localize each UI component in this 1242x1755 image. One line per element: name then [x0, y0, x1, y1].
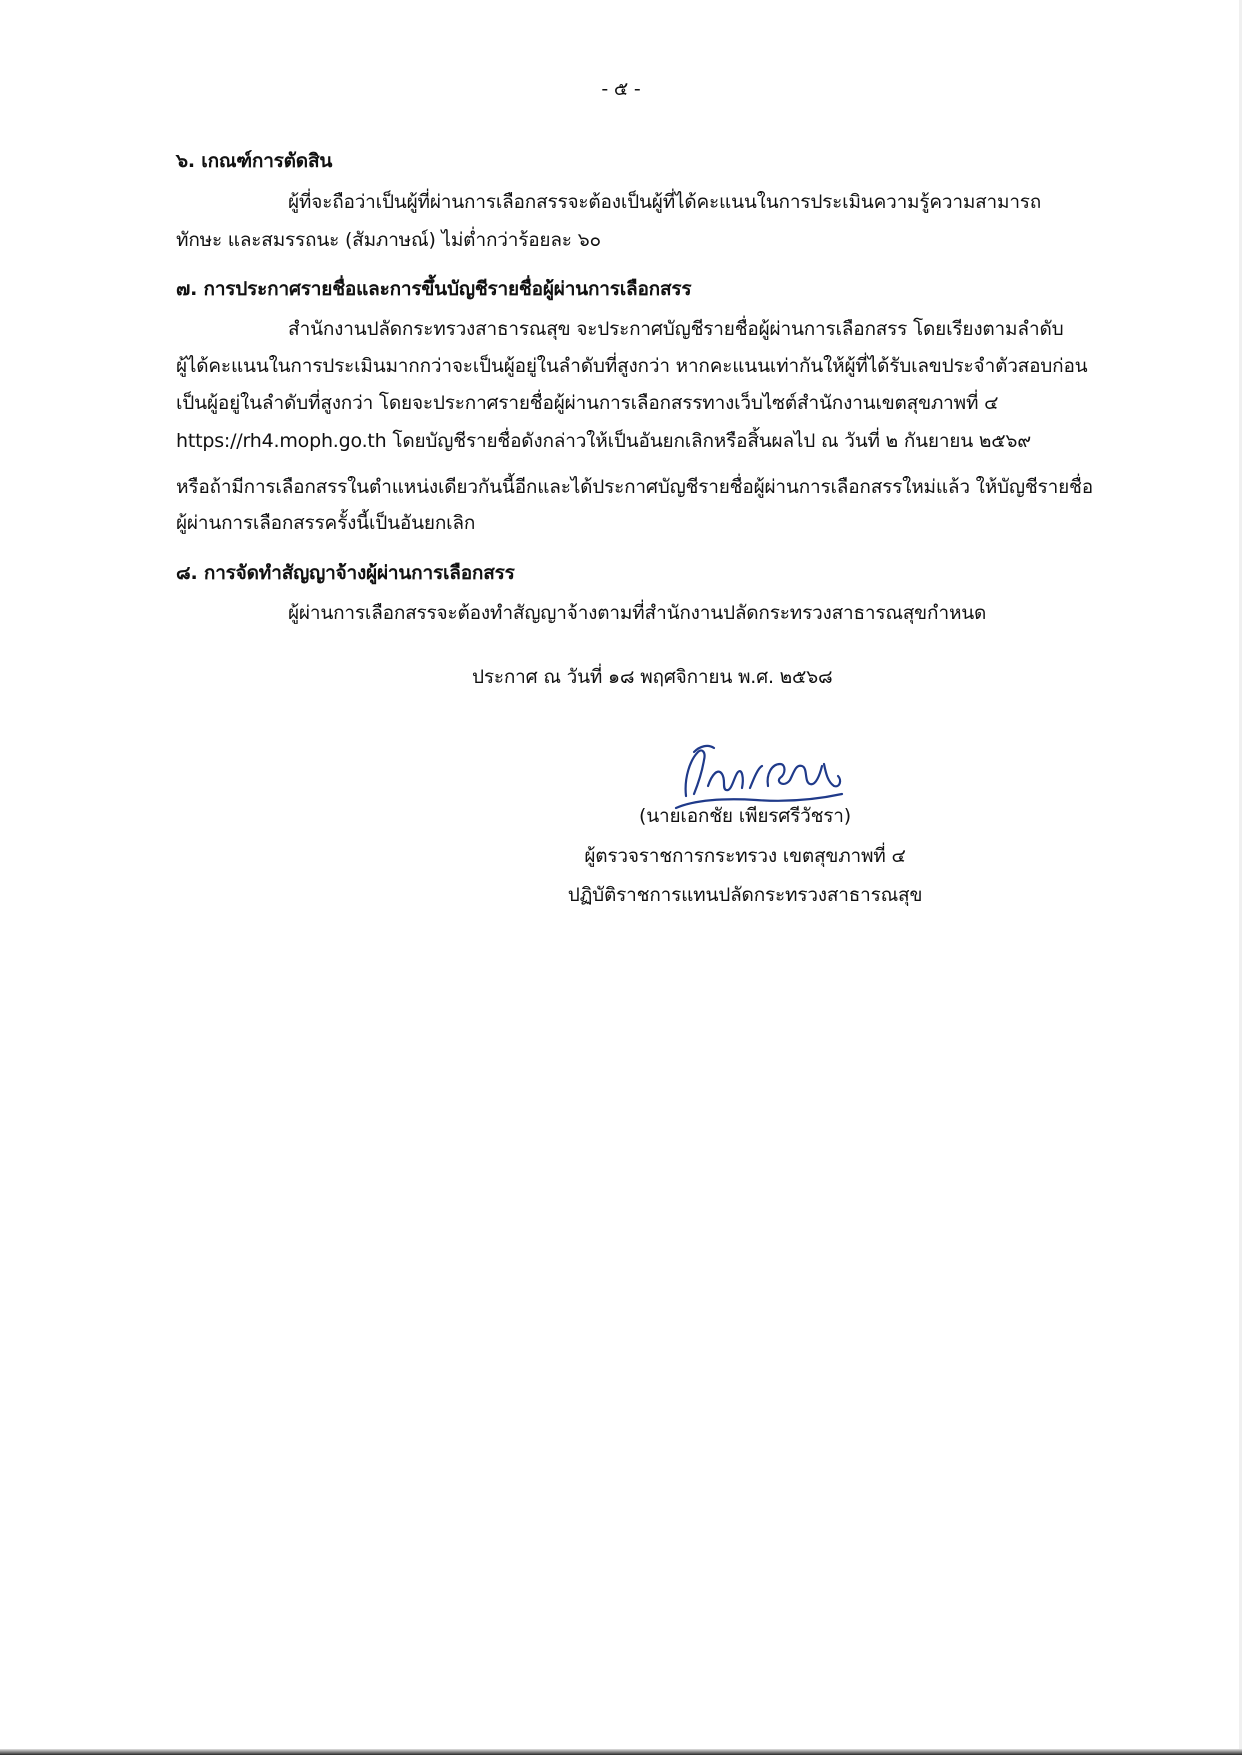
section-6-line-2: ทักษะ และสมรรถนะ (สัมภาษณ์) ไม่ต่ำกว่าร้อยละ ๖๐: [176, 229, 601, 251]
section-6-heading: ๖. เกณฑ์การตัดสิน: [176, 150, 333, 172]
section-7-heading: ๗. การประกาศรายชื่อและการขึ้นบัญชีรายชื่อผู้ผ่านการเลือกสรร: [176, 278, 692, 300]
section-7-line-3: เป็นผู้อยู่ในลำดับที่สูงกว่า โดยจะประกาศรายชื่อผู้ผ่านการเลือกสรรทางเว็บไซต์สำนักงานเขตสุขภาพที่ ๔: [176, 392, 999, 414]
signatory-name: (นายเอกชัย เพียรศรีวัชรา): [639, 805, 851, 827]
section-7-line-1: สำนักงานปลัดกระทรวงสาธารณสุข จะประกาศบัญชีรายชื่อผู้ผ่านการเลือกสรร โดยเรียงตามลำดับ: [288, 318, 1064, 340]
section-8-line-1: ผู้ผ่านการเลือกสรรจะต้องทำสัญญาจ้างตามที่สำนักงานปลัดกระทรวงสาธารณสุขกำหนด: [288, 602, 987, 624]
signatory-position: ผู้ตรวจราชการกระทรวง เขตสุขภาพที่ ๔: [584, 845, 906, 867]
section-7-line-5: หรือถ้ามีการเลือกสรรในตำแหน่งเดียวกันนี้อีกและได้ประกาศบัญชีรายชื่อผู้ผ่านการเลือกสรรใหม่แล้ว ให้บัญชีรายชื่อ: [176, 476, 1093, 498]
section-7-line-2: ผู้ได้คะแนนในการประเมินมากกว่าจะเป็นผู้อยู่ในลำดับที่สูงกว่า หากคะแนนเท่ากันให้ผู้ที่ได้รับเลขประจำตัวสอบก่อน: [176, 355, 1088, 377]
section-7-line-4: https://rh4.moph.go.th โดยบัญชีรายชื่อดังกล่าวให้เป็นอันยกเลิกหรือสิ้นผลไป ณ วันที่ ๒ กันยายน ๒๕๖๙: [176, 430, 1031, 452]
section-8-heading: ๘. การจัดทำสัญญาจ้างผู้ผ่านการเลือกสรร: [176, 562, 515, 584]
section-6-line-1: ผู้ที่จะถือว่าเป็นผู้ที่ผ่านการเลือกสรรจะต้องเป็นผู้ที่ได้คะแนนในการประเมินความรู้ความสามารถ: [288, 191, 1042, 213]
page-number: - ๕ -: [601, 78, 641, 100]
signatory-acting-for: ปฏิบัติราชการแทนปลัดกระทรวงสาธารณสุข: [567, 884, 923, 906]
announcement-date: ประกาศ ณ วันที่ ๑๘ พฤศจิกายน พ.ศ. ๒๕๖๘: [472, 666, 833, 688]
scan-edge-bottom: [0, 1749, 1242, 1755]
section-7-line-6: ผู้ผ่านการเลือกสรรครั้งนี้เป็นอันยกเลิก: [176, 512, 476, 534]
